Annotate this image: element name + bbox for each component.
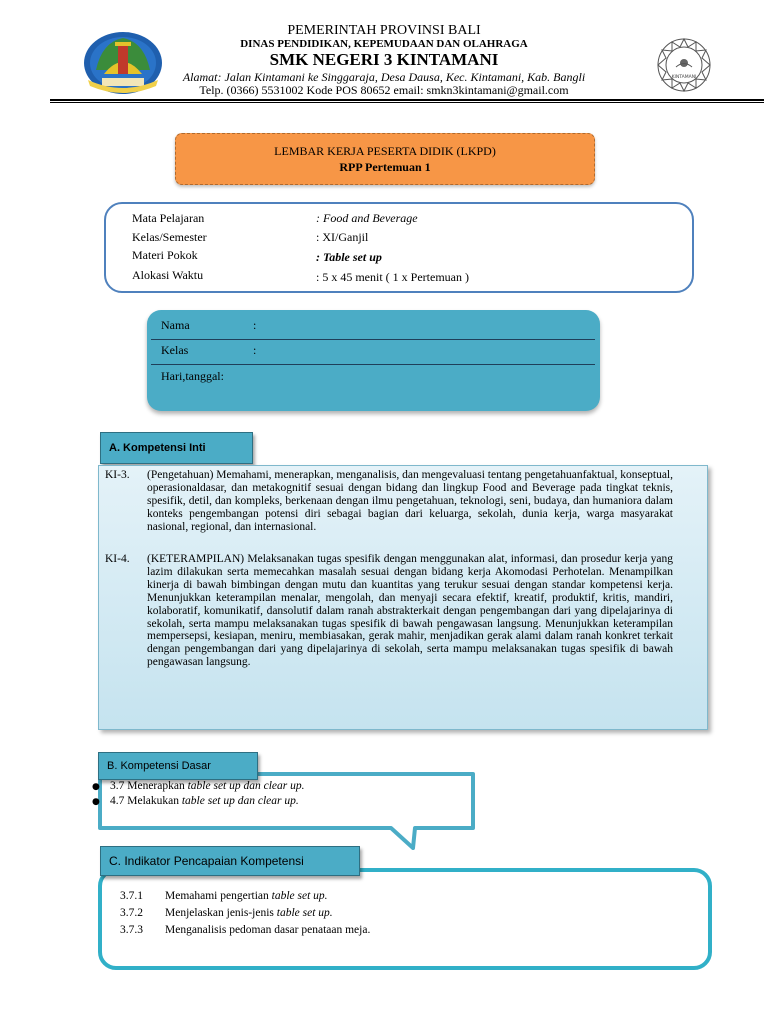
lkpd-title: LEMBAR KERJA PESERTA DIDIK (LKPD) (274, 144, 496, 158)
kompetensi-dasar-heading (98, 752, 258, 780)
info-label-subject: Mata Pelajaran (132, 211, 205, 225)
info-value-duration: : 5 x 45 menit ( 1 x Pertemuan ) (316, 270, 469, 284)
kompetensi-inti-box (98, 465, 708, 730)
indicator-text-italic: table set up. (271, 890, 328, 902)
class-colon: : (253, 343, 257, 357)
ki3-number: KI-3. (105, 469, 130, 481)
name-colon: : (253, 318, 257, 332)
lkpd-title-box (175, 133, 595, 185)
kd-item-prefix: 4.7 Melakukan (110, 795, 182, 807)
seal-caption: KINTAMANI (671, 75, 697, 80)
kd-item-prefix: 3.7 Menerapkan (110, 780, 188, 792)
name-underline (151, 339, 595, 340)
indicator-number: 3.7.2 (120, 907, 143, 919)
indicator-text (165, 924, 370, 936)
info-label-duration: Alokasi Waktu (132, 268, 204, 282)
class-underline (151, 364, 595, 365)
kd-item (92, 795, 299, 807)
ki4-number: KI-4. (105, 553, 130, 565)
info-label-topic: Materi Pokok (132, 248, 198, 262)
indicator-text (165, 907, 333, 919)
info-value-topic: : Table set up (316, 250, 382, 264)
kompetensi-inti-heading (100, 432, 253, 464)
indicator-text (165, 890, 328, 902)
header-address: Alamat: Jalan Kintamani ke Singgaraja, Desa Dausa, Kec. Kintamani, Kab. Bangli (182, 70, 586, 84)
rpp-meeting-title: RPP Pertemuan 1 (339, 160, 431, 174)
header-government-line: PEMERINTAH PROVINSI BALI (287, 23, 481, 38)
indicator-text-prefix: Memahami pengertian (165, 890, 272, 902)
header-contact: Telp. (0366) 5531002 Kode POS 80652 email: smkn3kintamani@gmail.com (199, 83, 569, 97)
bullet-icon: ● (92, 782, 100, 792)
indicator-number: 3.7.3 (120, 924, 143, 936)
bullet-icon: ● (92, 797, 100, 807)
subject-info-box (104, 202, 694, 293)
kd-item (92, 780, 305, 792)
header-school-name: SMK NEGERI 3 KINTAMANI (269, 50, 499, 69)
header-department-line: DINAS PENDIDIKAN, KEPEMUDAAN DAN OLAHRAGA (240, 38, 528, 50)
info-label-class: Kelas/Semester (132, 230, 207, 244)
ki3-text: (Pengetahuan) Memahami, menerapkan, menganalisis, dan mengevaluasi tentang pengetahuanfaktual, konseptual, operasionaldasar, dan metakognitif sesuai dengan bidang dan lingkup Food and Beverage pada tingkat teknis, spesifik, detil, dan kompleks, berkenaan dengan ilmu pengetahuan, teknologi, seni, budaya, dan humaniora dalam konteks pengembangan potensi diri sebagai bagian dari keluarga, sekolah, dunia kerja, warga masyarakat nasional, regional, dan internasional. (147, 469, 673, 533)
indicator-text-italic: table set up. (276, 907, 333, 919)
header-rule-thick (50, 99, 764, 101)
info-value-class: : XI/Ganjil (316, 230, 369, 244)
indikator-heading-text: C. Indikator Pencapaian Kompetensi (109, 854, 304, 868)
kompetensi-inti-heading-text: A. Kompetensi Inti (109, 442, 206, 454)
ki4-text: (KETERAMPILAN) Melaksanakan tugas spesifik dengan menggunakan alat, informasi, dan prosedur kerja yang lazim dilakukan serta memecahkan masalah sesuai dengan bidang kerja Akomodasi Perhotelan. Menampilkan kinerja di bawah bimbingan dengan mutu dan kuantitas yang terukur sesuai dengan standar kompetensi kerja. Menunjukkan keterampilan menalar, mengolah, dan menyaji secara efektif, kreatif, produktif, kritis, mandiri, kolaboratif, komunikatif, dansolutif dalam ranah abstrakterkait dengan pengembangan dari yang dipelajarinya di sekolah, serta mampu melaksanakan tugas spesifik di bawah pengawasan langsung. Menunjukkan keterampilan mempersepsi, kesiapan, meniru, membiasakan, gerak mahir, menjadikan gerak alami dalam ranah konkret terkait dengan pengembangan dari yang dipelajarinya di sekolah, serta mampu melaksanakan tugas spesifik di bawah pengawasan langsung. (147, 553, 673, 669)
info-value-subject: : Food and Beverage (316, 211, 418, 225)
date-label: Hari,tanggal: (161, 369, 224, 383)
indicator-number: 3.7.1 (120, 890, 143, 902)
indicator-text-prefix: Menganalisis pedoman dasar penataan meja. (165, 924, 371, 936)
indikator-heading (100, 846, 360, 876)
kompetensi-dasar-heading-text: B. Kompetensi Dasar (107, 760, 211, 772)
kd-item-italic: table set up dan clear up. (187, 780, 305, 792)
name-label: Nama (161, 318, 190, 332)
indikator-box (98, 868, 712, 970)
kd-item-italic: table set up dan clear up. (181, 795, 299, 807)
indicator-text-prefix: Menjelaskan jenis-jenis (165, 907, 277, 919)
smkn3-kintamani-seal-icon (648, 36, 720, 94)
class-label: Kelas (161, 343, 189, 357)
student-identity-box (147, 310, 600, 411)
header-rule-thin (50, 102, 764, 103)
